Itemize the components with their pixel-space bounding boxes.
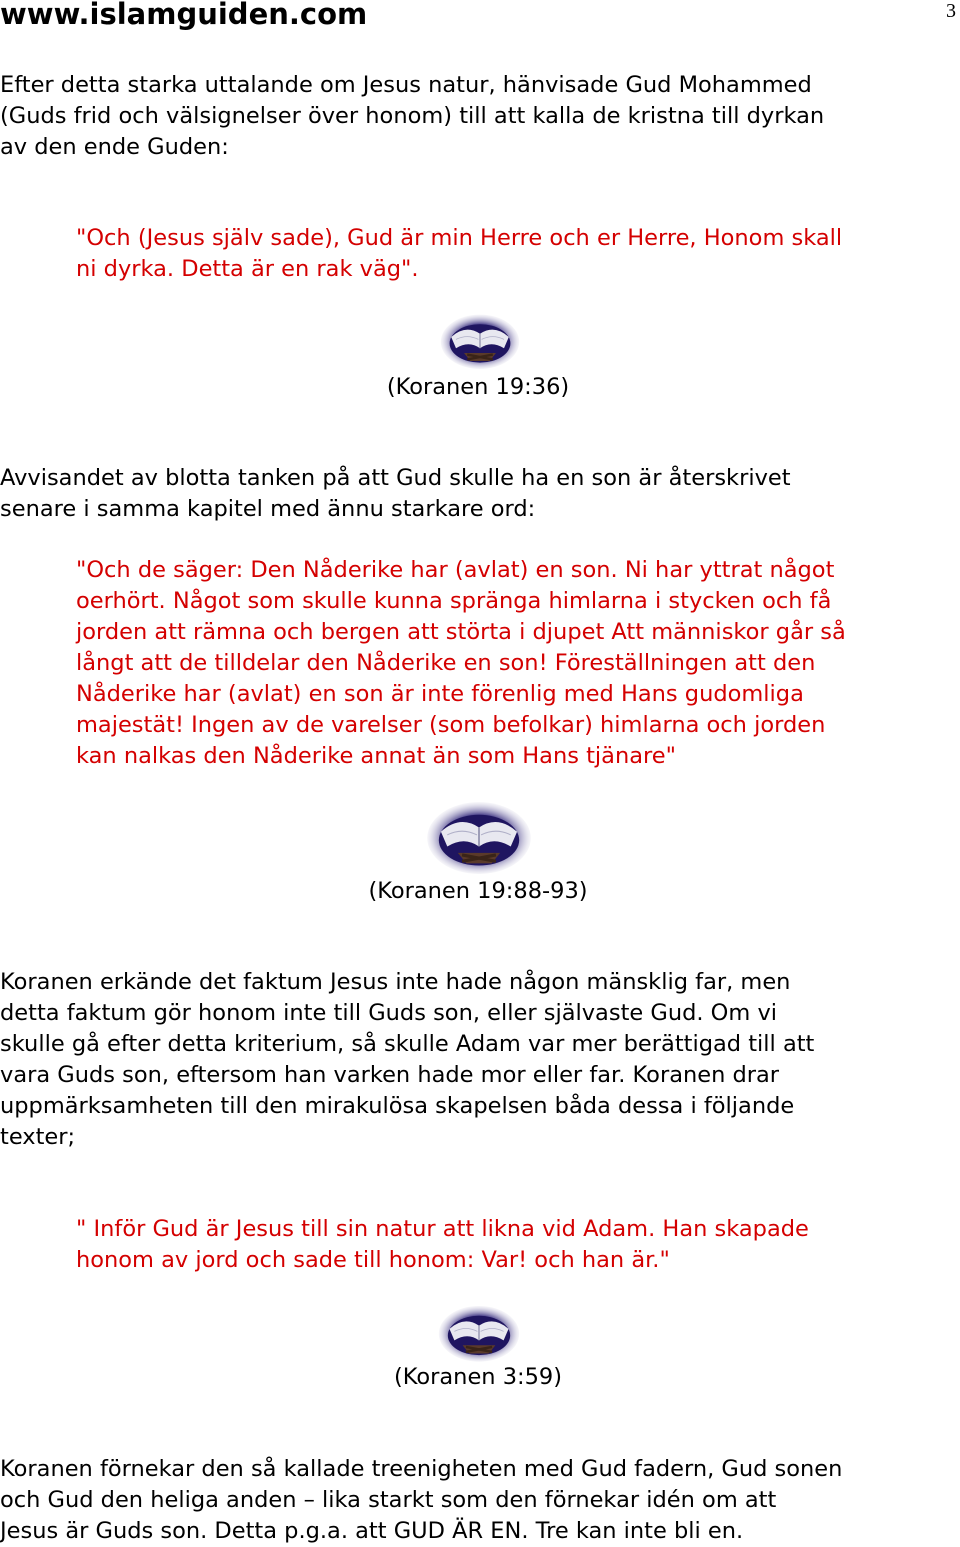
site-url[interactable]: www.islamguiden.com [0,0,368,31]
reference-3-59: (Koranen 3:59) [393,1364,563,1390]
quote-19-88-93: "Och de säger: Den Nåderike har (avlat) en son. Ni har yttrat något oerhört. Något som skulle kunna spränga himlarna i stycken och få jorden att rämna och bergen att störta i djupet Att människor går så långt att de tilldelar den Nåderike en son! Föreställningen att den Nåderike har (avlat) en son är inte förenlig med Hans gudomliga majestät! Ingen av de varelser (som befolkar) himlarna och jorden kan nalkas den Nåderike annat än som Hans tjänare" [76,557,846,769]
quote-19-36: "Och (Jesus själv sade), Gud är min Herre och er Herre, Honom skall ni dyrka. Detta är en rak väg". [76,225,843,282]
reference-19-36: (Koranen 19:36) [386,374,570,400]
page-number: 3 [946,0,956,22]
quote-3-59: " Inför Gud är Jesus till sin natur att likna vid Adam. Han skapade honom av jord och sade till honom: Var! och han är." [76,1216,809,1273]
paragraph-trinity: Koranen förnekar den så kallade treenigheten med Gud fadern, Gud sonen och Gud den heliga anden – lika starkt som den förnekar idén om att Jesus är Guds son. Detta p.g.a. att GUD ÄR EN. Tre kan inte bli en. [0,1456,843,1544]
open-quran-book-icon [426,800,532,874]
reference-19-88-93: (Koranen 19:88-93) [368,878,588,904]
paragraph-adam: Koranen erkände det faktum Jesus inte hade någon mänsklig far, men detta faktum gör honom inte till Guds son, eller självaste Gud. Om vi skulle gå efter detta kriterium, så skulle Adam var mer berättigad till att vara Guds son, eftersom han varken hade mor eller far. Koranen drar uppmärksamheten till den mirakulösa skapelsen båda dessa i följande texter; [0,969,815,1150]
paragraph-intro: Efter detta starka uttalande om Jesus natur, hänvisade Gud Mohammed (Guds frid och välsignelser över honom) till att kalla de kristna till dyrkan av den ende Guden: [0,72,825,160]
paragraph-rejection: Avvisandet av blotta tanken på att Gud skulle ha en son är återskrivet senare i samma kapitel med ännu starkare ord: [0,465,791,522]
open-quran-book-icon [440,312,520,370]
open-quran-book-icon [438,1304,520,1362]
